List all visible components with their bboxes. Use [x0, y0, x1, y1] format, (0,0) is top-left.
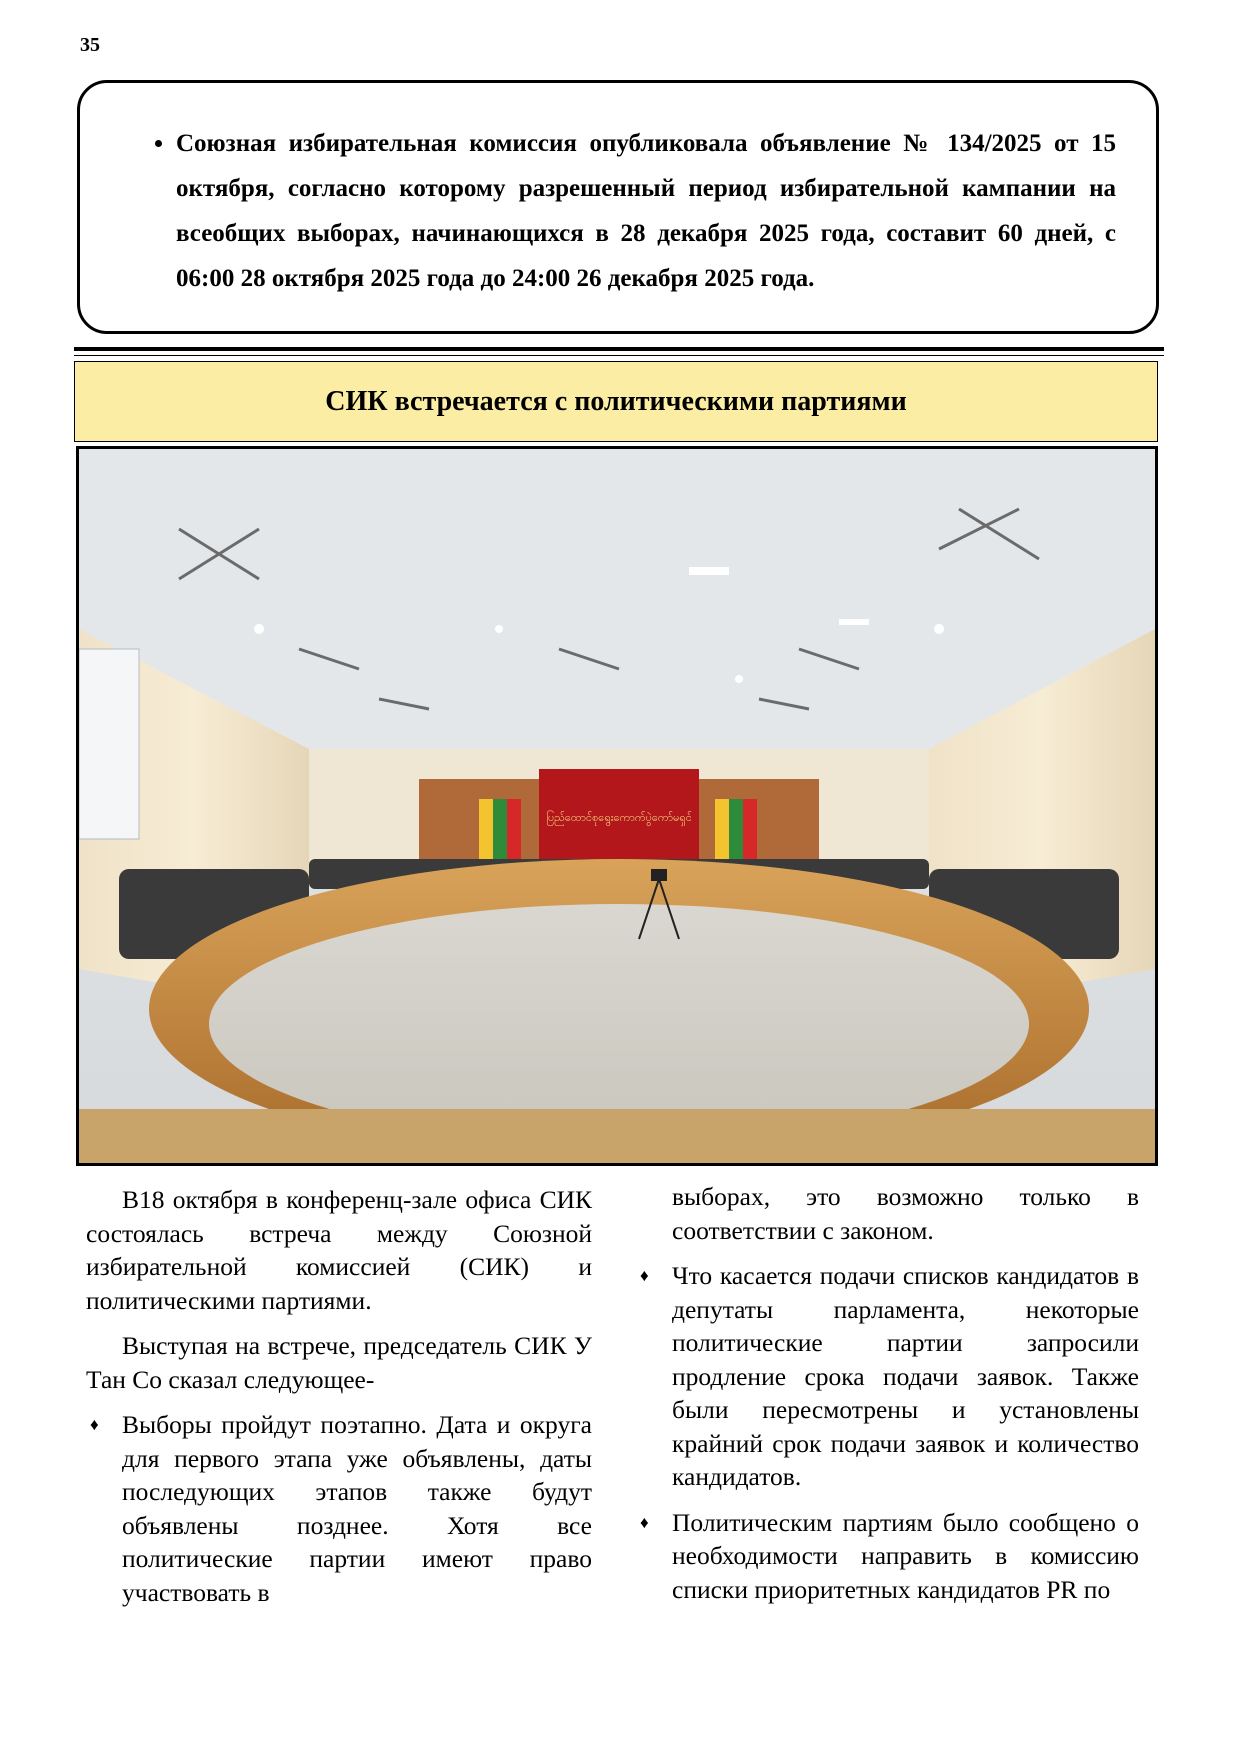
divider-thin [74, 355, 1164, 356]
page-number: 35 [80, 34, 100, 56]
diamond-bullet-icon: ♦ [640, 1512, 649, 1532]
article-left-column [86, 1183, 592, 1621]
diamond-bullet-icon: ♦ [90, 1415, 99, 1434]
divider-thick [74, 347, 1164, 351]
flags-right [715, 799, 757, 859]
article-right-column [636, 1180, 1139, 1618]
notice-list [136, 121, 1116, 301]
article-paragraph: В18 октября в конференц-зале офиса СИК состоялась встреча между Союзной избирательной комиссией (СИК) и политическими партиями. [86, 1185, 592, 1315]
conference-photo-illustration [79, 449, 1155, 1163]
headline-text: СИК встречается с политическими партиями [325, 385, 907, 417]
diamond-bullet-icon: ♦ [640, 1266, 649, 1285]
notice-text: • Союзная избирательная комиссия опубликовала объявление № 134/2025 от 15 октября, согласно которому разрешенный период избирательной кампании на всеобщих выборах, начинающихся в 28 декабря 2025 года, составит 60 дней, с 06:00 28 октября 2025 года до 24:00 26 декабря 2025 года. [176, 121, 1116, 301]
flags-left [479, 799, 521, 859]
conference-photo [76, 446, 1158, 1166]
article-bullets [636, 1259, 1139, 1606]
bullet-text: Выборы пройдут поэтапно. Дата и округа для первого этапа уже объявлены, даты последующих этапов также будут объявлены позднее. Хотя все политические партии имеют право участвовать в [122, 1410, 592, 1607]
article-bullet [636, 1259, 1139, 1494]
notice-box [77, 80, 1159, 334]
article-headline [74, 361, 1158, 442]
bullet-text: Политическим партиям было сообщено о необходимости направить в комиссию списки приоритетных кандидатов PR по [672, 1507, 1139, 1604]
article-continuation: выборах, это возможно только в соответствии с законом. [672, 1182, 1139, 1245]
banner-text: ပြည်ထောင်စုရွေးကောက်ပွဲကော်မရှင် [546, 811, 692, 824]
article-bullets [86, 1408, 592, 1609]
article-bullet [86, 1408, 592, 1609]
article-bullet [636, 1506, 1139, 1607]
bullet-text: Что касается подачи списков кандидатов в депутаты парламента, некоторые политические партии запросили продление срока подачи заявок. Также были пересмотрены и установлены крайний срок подачи заявок и количество кандидатов. [672, 1261, 1139, 1491]
article-paragraph: Выступая на встрече, председатель СИК У Тан Со сказал следующее- [86, 1331, 592, 1394]
